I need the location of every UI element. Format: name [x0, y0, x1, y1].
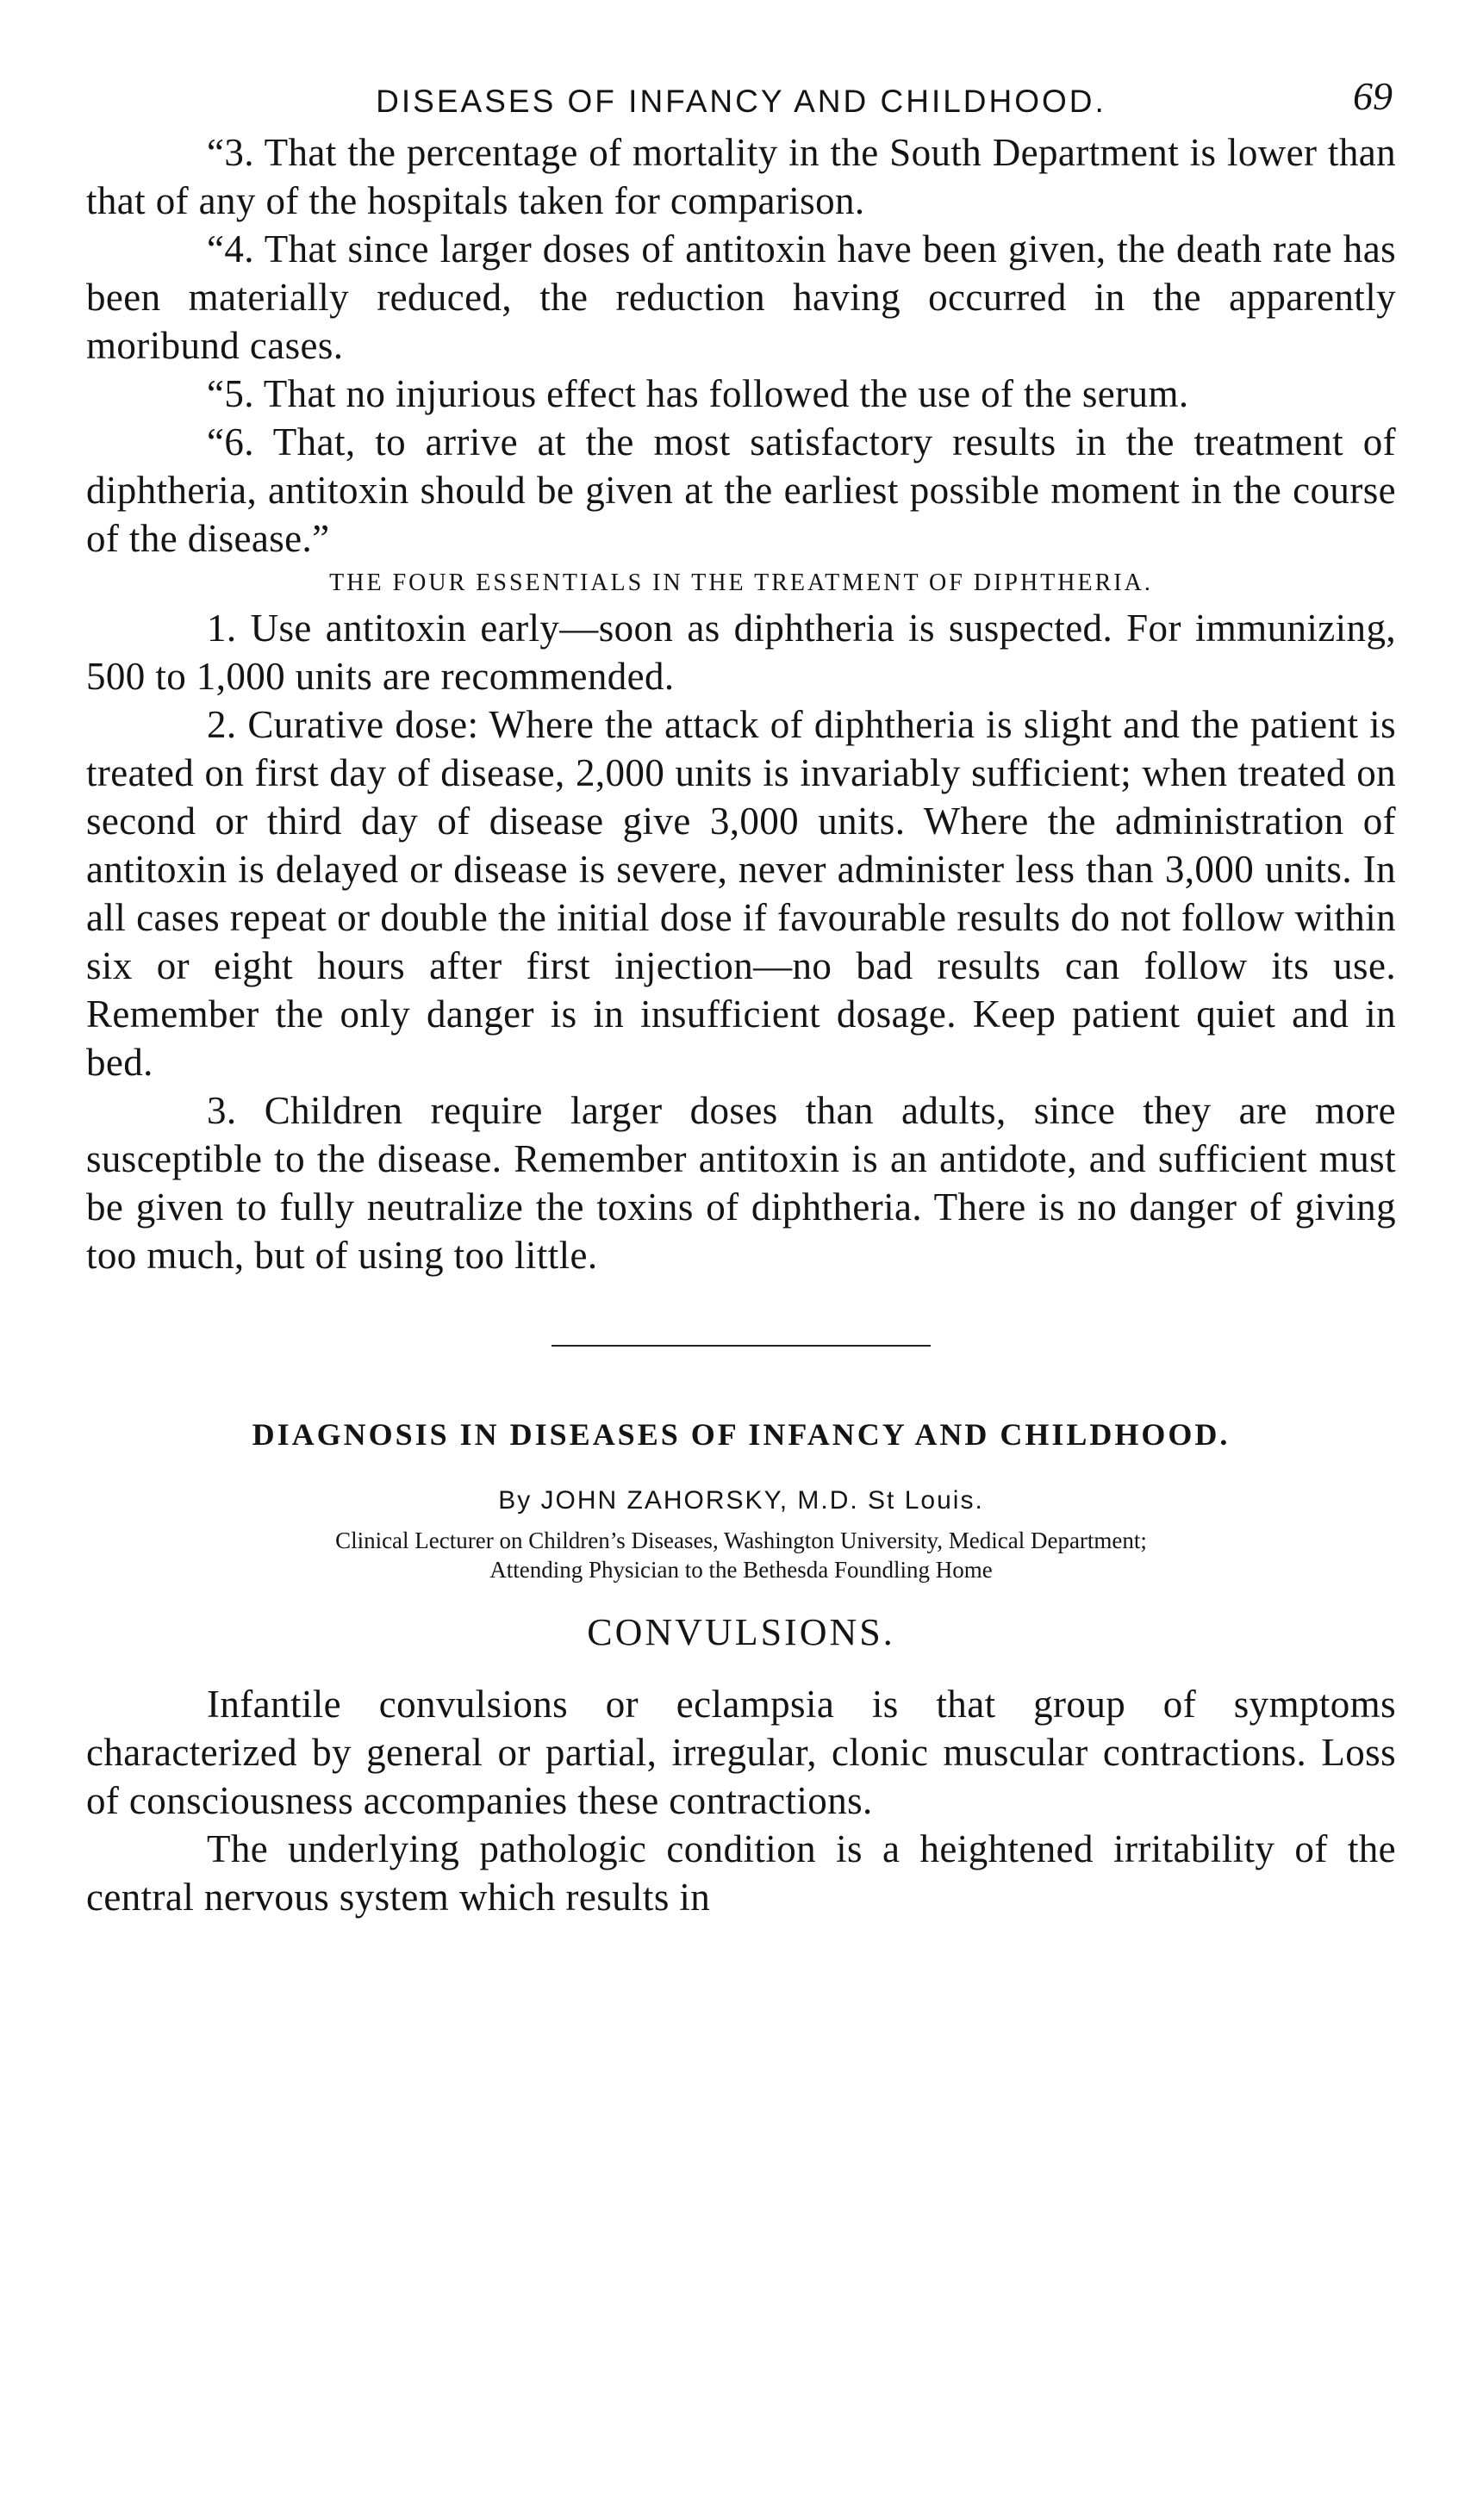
essential-item-1: 1. Use antitoxin early—soon as diphtheria is suspected. For immunizing, 500 to 1,000 units are recommended.: [86, 607, 1396, 698]
section-divider: [552, 1345, 931, 1347]
book-page: [86, 73, 1396, 1921]
body-text: [86, 128, 1396, 1279]
essential-item-3: 3. Children require larger doses than adults, since they are more susceptible to the disease. Remember antitoxin is an antidote, and sufficient must be given to fully neutralize the toxins of diphtheria. There is no danger of giving too much, but of using too little.: [86, 1089, 1396, 1277]
running-title: DISEASES OF INFANCY AND CHILDHOOD.: [376, 84, 1106, 119]
author-affiliation: [86, 1526, 1396, 1584]
article-paragraph-2: The underlying pathologic condition is a heightened irritability of the central nervous system which results in: [86, 1827, 1396, 1919]
article-byline: By JOHN ZAHORSKY, M.D. St Louis.: [498, 1486, 984, 1515]
conclusion-6: “6. That, to arrive at the most satisfactory results in the treatment of diphtheria, antitoxin should be given at the earliest possible moment in the course of the disease.”: [86, 420, 1396, 560]
section-title-convulsions: CONVULSIONS.: [587, 1611, 895, 1653]
conclusion-4: “4. That since larger doses of antitoxin have been given, the death rate has been materially reduced, the reduction having occurred in the apparently moribund cases.: [86, 227, 1396, 367]
essential-item-2: 2. Curative dose: Where the attack of diphtheria is slight and the patient is treated on first day of disease, 2,000 units is invariably sufficient; when treated on second or third day of disease give 3,000 units. Where the administration of antitoxin is delayed or disease is severe, never administer less than 3,000 units. In all cases repeat or double the initial dose if favourable results do not follow within six or eight hours after first injection—no bad results can follow its use. Remember the only danger is in insufficient dosage. Keep patient quiet and in bed.: [86, 703, 1396, 1084]
article-paragraph-1: Infantile convulsions or eclampsia is that group of symptoms characterized by general or partial, irregular, clonic muscular contractions. Loss of consciousness accompanies these contractions.: [86, 1683, 1396, 1822]
affiliation-line-2: Attending Physician to the Bethesda Foundling Home: [489, 1557, 993, 1583]
affiliation-line-1: Clinical Lecturer on Children’s Diseases, Washington University, Medical Department;: [335, 1528, 1147, 1553]
conclusion-5: “5. That no injurious effect has followed the use of the serum.: [207, 372, 1189, 415]
article-title: DIAGNOSIS IN DISEASES OF INFANCY AND CHILDHOOD.: [252, 1417, 1231, 1452]
article-body: [86, 1680, 1396, 1921]
page-number: 69: [1353, 74, 1393, 118]
conclusion-3: “3. That the percentage of mortality in the South Department is lower than that of any of the hospitals taken for comparison.: [86, 131, 1396, 222]
running-head: [86, 73, 1396, 128]
essentials-heading: THE FOUR ESSENTIALS IN THE TREATMENT OF DIPHTHERIA.: [329, 569, 1153, 596]
